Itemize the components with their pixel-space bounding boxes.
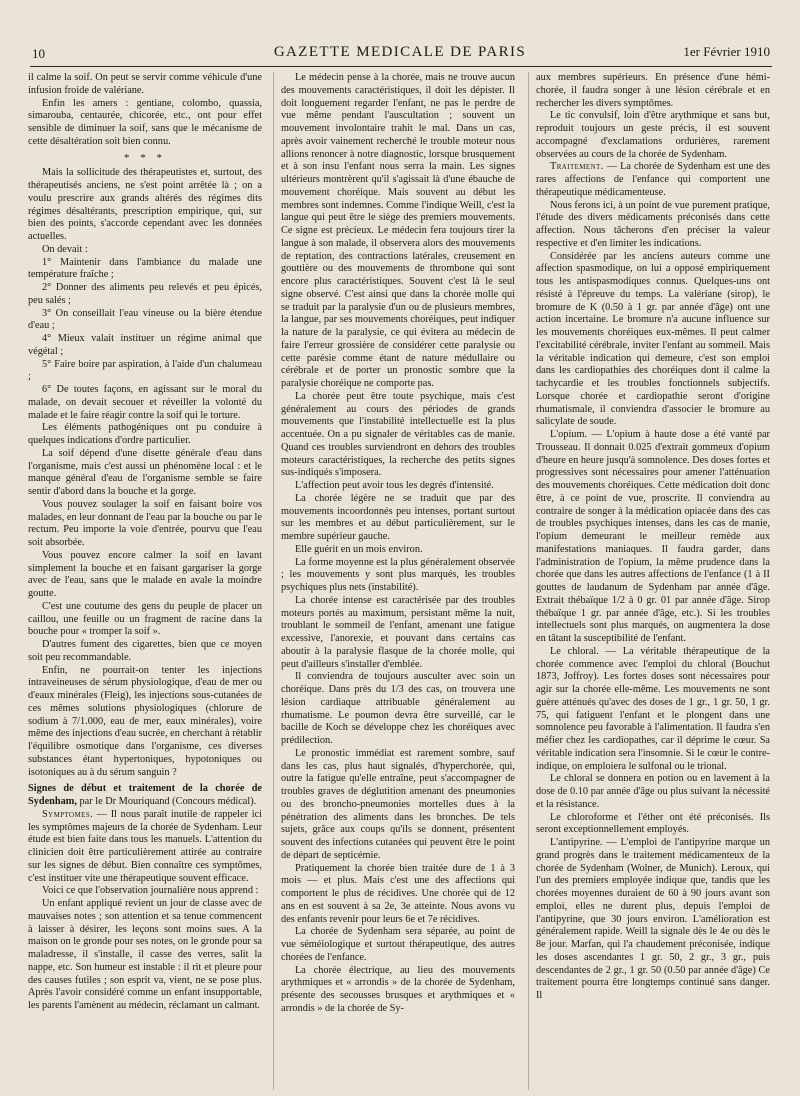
paragraph-text: 5° Faire boire par aspiration, à l'aide d'un chalumeau ; — [28, 358, 262, 383]
header-rule — [30, 66, 772, 67]
paragraph — [536, 161, 770, 199]
paragraph-text: Les éléments pathogéniques ont pu conduire à quelques indications d'ordre particulier. — [28, 422, 262, 446]
paragraph-text: La chorée électrique, au lieu des mouvements arythmiques et « arrondis » de la chorée de Sydenham, présente des secousses brusques et arythmiques et « arrondis » de la chorée de Sy- — [281, 964, 515, 1014]
paragraph — [28, 639, 262, 665]
paragraph-text: Vous pouvez soulager la soif en faisant boire vos malades, en leur donnant de l'eau par la bouche ou par le rectum. Peu importe la voie d'entrée, pourvu que l'eau soit absorbée. — [28, 498, 262, 548]
article-title: Signes de début et traitement de la chorée de Sydenham, — [28, 783, 262, 807]
paragraph-text: Enfin les amers : gentiane, colombo, quassia, simarouba, centaurée, chicorée, etc., ont pour effet sensible de diminuer la soif, sans que le mécanisme de cette désaltération soit bien connu. — [28, 97, 262, 147]
paragraph-text: Le médecin pense à la chorée, mais ne trouve aucun des mouvements caractéristiques, il doit les dépister. Il doit longuement regarder l'enfant, ne pas le perdre de vue même pendant l'auscultation ; souvent un mouvement involontaire trahit le mal. Dans un cas, après avoir vainement recherché le trouble moteur nous allions renoncer à notre diagnostic, lorsque brusquement et à son insu l'enfant nous serra la main. Les signes ultérieurs montrèrent qu'il s'agissait là d'une ébauche de mouvement choréique. Mais souvent au début les membres sont indemnes. Comme l'indique Weill, c'est la langue qui peut être le siège des premiers mouvements. Ce signe est précieux. Le médecin fera toujours tirer la langue à son malade, il observera alors des mouvements de reptation, des contractions latérales, creusement en gouttière ou des mouvements de thrombone qui sont encore plus caractéristiques. Souvent c'est là le seul signe observé. C'est ainsi que dans la chorée molle qui se traduit par la paralysie d'un ou de plusieurs membres, la langue, par ses mouvements choréiques, peut indiquer la nature de la paralysie, ce qui évitera au médecin de faire l'erreur grossière de considérer cette paralysie ou cette parésie comme étant de nature médullaire ou cérébrale et de porter un pronostic sombre que la paralysie choréique ne comporte pas. — [281, 72, 515, 389]
column-rule — [528, 72, 529, 1090]
paragraph — [281, 493, 515, 544]
paragraph — [28, 601, 262, 639]
paragraph — [28, 282, 262, 308]
paragraph — [281, 72, 515, 391]
paragraph-text: Considérée par les anciens auteurs comme une affection spasmodique, on lui a opposé empiriquement tous les antispasmodiques connus. Quelques-uns ont résisté à l'épreuve du temps. La valériane (sirop), le bromure de K (0.50 à 1 gr. par année d'âge) ont une action incertaine. Le bromure n'a aucune influence sur les mouvements choréiques eux-mêmes. Il peut calmer l'excitabilité cérébrale, inviter l'enfant au sommeil. Mais la véritable indication qui demeure, c'est son emploi dans les cardiopathies des choréiques dont il calme la tachycardie et les troubles fonctionnels subjectifs. Lorsque chorée et cardiopathie seront d'origine rhumatismale, il conviendra d'associer le bromure au salicylate de soude. — [536, 250, 770, 428]
paragraph — [536, 646, 770, 774]
paragraph — [28, 448, 262, 499]
paragraph-text: Voici ce que l'observation journalière nous apprend : — [42, 885, 259, 897]
paragraph-text: 2° Donner des aliments peu relevés et peu épicés, peu salés ; — [28, 282, 262, 306]
paragraph-text: La forme moyenne est la plus généralement observée ; les mouvements y sont plus marqués, les troubles psychiques plus nets (instabilité). — [281, 556, 515, 593]
paragraph-text: La chorée peut être toute psychique, mais c'est généralement au cours des périodes de grands mouvements que l'instabilité intellectuelle est la plus accentuée. On a pu signaler de véritables cas de manie. Quand ces troubles surviendront en dehors des troubles moteurs caractéristiques, la recherche des petits signes sus-indiqués s'imposera. — [281, 390, 515, 479]
paragraph — [28, 167, 262, 244]
paragraph — [281, 926, 515, 964]
paragraph — [28, 384, 262, 422]
paragraph-text: 3° On conseillait l'eau vineuse ou la bière étendue d'eau ; — [28, 307, 262, 332]
paragraph-text: Elle guérit en un mois environ. — [295, 543, 423, 555]
journal-title: GAZETTE MEDICALE DE PARIS — [273, 44, 527, 60]
section-lead: Symptomes. — [42, 808, 94, 820]
paragraph — [536, 837, 770, 1003]
paragraph-text: Enfin, ne pourrait-on tenter les injections intraveineuses de sérum physiologique, d'eau de mer ou d'eaux minérales (Fleig), les injections sous-cutanées de ces mêmes solutions physiologiques (chlorure de sodium à 7/1.000, eau de mer, eaux minérales), voire même des injections d'eau sucrée, en cherchant à rétablir l'équilibre osmotique dans l'organisme, ces diverses substances étant hypertoniques, hypotoniques ou isotoniques au à du sérum sanguin ? — [28, 664, 262, 778]
paragraph — [28, 244, 262, 257]
paragraph-text: D'autres fument des cigarettes, bien que ce moyen soit peu recommandable. — [28, 639, 262, 663]
issue-date: 1er Février 1910 — [683, 44, 770, 59]
paragraph — [281, 863, 515, 927]
paragraph — [28, 809, 262, 886]
paragraph-text: La chorée légère ne se traduit que par des mouvements incoordonnés peu intenses, portant surtout sur les membres et au début particulièrement, sur le membre supérieur gauche. — [281, 492, 515, 542]
paragraph — [536, 72, 770, 110]
paragraph — [28, 333, 262, 359]
page-number: 10 — [32, 46, 45, 61]
paragraph — [28, 98, 262, 149]
paragraph-text: L'affection peut avoir tous les degrés d'intensité. — [295, 480, 494, 491]
article-heading — [28, 783, 262, 809]
paragraph — [28, 499, 262, 550]
paragraph — [281, 671, 515, 748]
section-lead: Traitement. — [550, 161, 604, 173]
paragraph-text: L'antipyrine. — L'emploi de l'antipyrine marque un grand progrès dans le traitement médicamenteux de la chorée de Sydenham (Wolner, de Munich). Leroux, qui l'un des premiers employée indique que, tandis que les chorées moyennes duraient de 60 à 90 jours avant son emploi, elles ne durent plus, depuis l'emploi de l'antipyrine, que 30 jours environ. L'amélioration est généralement rapide. Weill la signale dès le 4e ou dès le 8e jour. Marfan, qui l'a chaudement préconisée, indique les doses ascendantes 1 gr. 50, 2 gr., 3 gr., puis descendantes de 2 gr., 1 gr. 50 (0.50 par année d'âge) Ce traitement pourra être longtemps continué sans danger. Il — [536, 837, 770, 1001]
paragraph-text: Nous ferons ici, à un point de vue purement pratique, l'étude des divers médicaments préconisés dans cette affection. Nous tâcherons d'en préciser la valeur respective et d'en limiter les indications. — [536, 199, 770, 249]
paragraph — [281, 480, 515, 493]
paragraph-text: Il conviendra de toujours ausculter avec soin un choréique. Dans près du 1/3 des cas, on trouvera une lésion cardiaque attribuable généralement au rhumatisme. Le poumon devra être surveillé, car le bacille de Koch se développe chez les choréiques avec prédilection. — [281, 671, 515, 746]
paragraph — [536, 773, 770, 811]
paragraph — [28, 885, 262, 898]
paragraph — [28, 257, 262, 283]
paragraph-text: Vous pouvez encore calmer la soif en lavant simplement la bouche et en faisant gargariser la gorge avec de l'eau, sans que le malade en avale la moindre goutte. — [28, 549, 262, 599]
paragraph — [28, 152, 262, 165]
paragraph — [281, 391, 515, 480]
text-column-2 — [281, 72, 515, 1090]
paragraph-text: Le chloral. — La véritable thérapeutique de la chorée commence avec l'emploi du chloral (Bouchut 1873, Joffroy). Les fortes doses sont nécessaires pour agir sur la chorée elle-même. Les mouvements ne sont guère atténués qu'avec des doses de 1 gr., 1 gr. 50, 1 gr. 75, qui fatiguent l'enfant et le plongent dans une somnolence peu favorable à l'alimentation. Il faudra s'en méfier chez les cardiopathes, car il déprime le cœur. Sa véritable indication sera l'insomnie. Si le cœur le contre-indique, on emploiera le sulfonal ou le trional. — [536, 645, 770, 772]
text-column-1 — [28, 72, 262, 1090]
paragraph-text: 6° De toutes façons, en agissant sur le moral du malade, on devait secouer et réveiller la volonté du malade et le faire réagir contre la soif qui le torture. — [28, 384, 262, 421]
paragraph — [28, 665, 262, 780]
paragraph-text: 4° Mieux valait instituer un régime animal que végétal ; — [28, 333, 262, 357]
paragraph-text: Mais la sollicitude des thérapeutistes et, surtout, des thérapeutisés anciens, ne s'est point arrêtée là ; on a voulu prescrire aux grands altérés des régimes dits régimes désaltérants, prescription empirique, qui, sur bien des points, s'accorde cependant avec les données actuelles. — [28, 167, 262, 242]
paragraph-text: * * * — [124, 151, 166, 164]
paragraph — [536, 251, 770, 430]
paragraph-text: Pratiquement la chorée bien traitée dure de 1 à 3 mois — et plus. Mais c'est une des affections qui comportent le plus de récidives. Une chorée qui de 12 ans en est souvent à sa 2e, 3e atteinte. Nous avons vu des enfants revenir pour leurs 6e et 7e récidives. — [281, 862, 515, 925]
paragraph-text: L'opium. — L'opium à haute dose a été vanté par Trousseau. Il donnait 0.025 d'extrait gommeux d'opium d'heure en heure jusqu'à somnolence. Des doses fortes et progressives sont nécessaires pour amener l'atténuation des mouvements choréiques. Cette médication doit donc être, à ce point de vue, proscrite. Il conviendra au contraire de songer à la médication opiacée dans des cas de troubles psychiques intenses, dans les cas de manie, l'opium demeurant le meilleur remède aux manifestations maniaques. Il faudra garder, dans l'administration de l'opium, la même prudence dans la chorée que dans les autres affections de l'enfance (1 à II gouttes de laudanum de Sydenham par année d'âge. Extrait thébaïque 1/2 à 0 gr. 01 par année d'âge. Sirop thébaïque 1 gr. par année d'âge, etc.). Si les troubles intellectuels sont plus marqués, on augmentera la dose en tâtant la susceptibilité de l'enfant. — [536, 429, 770, 644]
paragraph-text: Le chloral se donnera en potion ou en lavement à la dose de 0.10 par année d'âge ou plus suivant la nécessité et la résistance. — [536, 773, 770, 810]
paragraph — [281, 557, 515, 595]
paragraph-text: On devait : — [42, 243, 88, 255]
paragraph-text: aux membres supérieurs. En présence d'une hémi-chorée, il faudra songer à une lésion cérébrale et en rechercher les divers symptômes. — [536, 72, 770, 109]
paragraph — [281, 544, 515, 557]
page-header — [30, 40, 770, 64]
column-rule — [273, 72, 274, 1090]
paragraph — [536, 812, 770, 838]
paragraph-text: — La chorée de Sydenham est une des rares affections de l'enfance qui comportent une thérapeutique médicamenteuse. — [536, 161, 770, 198]
paragraph-text: Le chloroforme et l'éther ont été préconisés. Ils seront exceptionnellement employés. — [536, 811, 770, 836]
paragraph — [28, 359, 262, 385]
article-author: par le Dr Mouriquand (Concours médical). — [76, 796, 257, 807]
paragraph — [28, 72, 262, 98]
paragraph — [536, 110, 770, 161]
text-column-3 — [536, 72, 770, 1090]
paragraph — [28, 898, 262, 1013]
paragraph-text: 1° Maintenir dans l'ambiance du malade une température fraîche ; — [28, 256, 262, 281]
paragraph-text: C'est une coutume des gens du peuple de placer un caillou, une feuille ou un fragment de racine dans la bouche pour « tromper la soif ». — [28, 600, 262, 638]
paragraph-text: — Il nous paraît inutile de rappeler ici les symptômes majeurs de la chorée de Sydenham. Leur étude est bien faite dans tous les manuels. L'attention du clinicien doit être particulièrement attirée au contraire sur les signes de début. Bien connaître ces symptômes, c'est instituer vite une thérapeutique souvent efficace. — [28, 808, 262, 884]
paragraph-text: La chorée intense est caractérisée par des troubles moteurs portés au maximum, persistant même la nuit, troublant le sommeil de l'enfant, amenant une fatigue excessive, l'anorexie, et pouvant dans certains cas aboutir à la paralysie flasque de la chorée molle, qui peut d'ailleurs s'installer d'emblée. — [281, 594, 515, 670]
paragraph — [281, 595, 515, 672]
paragraph-text: Un enfant appliqué revient un jour de classe avec de mauvaises notes ; son attention et sa tenue commencent à laisser à désirer, les leçons sont moins sues. A la maison on le gronde pour ses notes, on le gronde pour sa maladresse, il s'installe, il casse des verres, salit la nappe, etc. Son humeur est instable : il rit et pleure pour des causes futiles ; son esprit va, vient, ne se pose plus. Après l'avoir considéré comme un enfant insupportable, les parents l'amènent au médecin, réclamant un calmant. — [28, 898, 262, 1011]
paragraph — [536, 429, 770, 646]
paragraph — [281, 965, 515, 1016]
paragraph-text: La chorée de Sydenham sera séparée, au point de vue séméiologique et surtout thérapeutique, des autres chorées de l'enfance. — [281, 926, 515, 963]
paragraph-text: Le pronostic immédiat est rarement sombre, sauf dans les cas, plus haut signalés, d'hyperchorée, qui, outre la fatigue qu'elle entraîne, peut s'accompagner de troubles graves de déglutition amenant des pneumonies ou des broncho-pneumonies mortelles dues à la pénétration des aliments dans les bronches. De tels sujets, grâce aux coups qu'ils se donnent, présentent souvent des infections cutanées qui peuvent être le point de départ de septicémie. — [281, 747, 515, 861]
paragraph — [281, 748, 515, 863]
paragraph — [536, 200, 770, 251]
paragraph-text: La soif dépend d'une disette générale d'eau dans l'organisme, mais c'est aussi un phénomène local : et le manque général d'eau de l'organisme semble se faire sentir d'abord dans la bouche et la gorge. — [28, 447, 262, 497]
paragraph — [28, 422, 262, 448]
paragraph — [28, 550, 262, 601]
paragraph — [28, 308, 262, 334]
paragraph-text: il calme la soif. On peut se servir comme véhicule d'une infusion froide de valériane. — [28, 72, 262, 96]
paragraph-text: Le tic convulsif, loin d'être arythmique et sans but, reproduit toujours un geste précis, il est souvent accompagné d'exclamations ordurières, rarement observées au cours de la chorée de Sydenham. — [536, 110, 770, 160]
